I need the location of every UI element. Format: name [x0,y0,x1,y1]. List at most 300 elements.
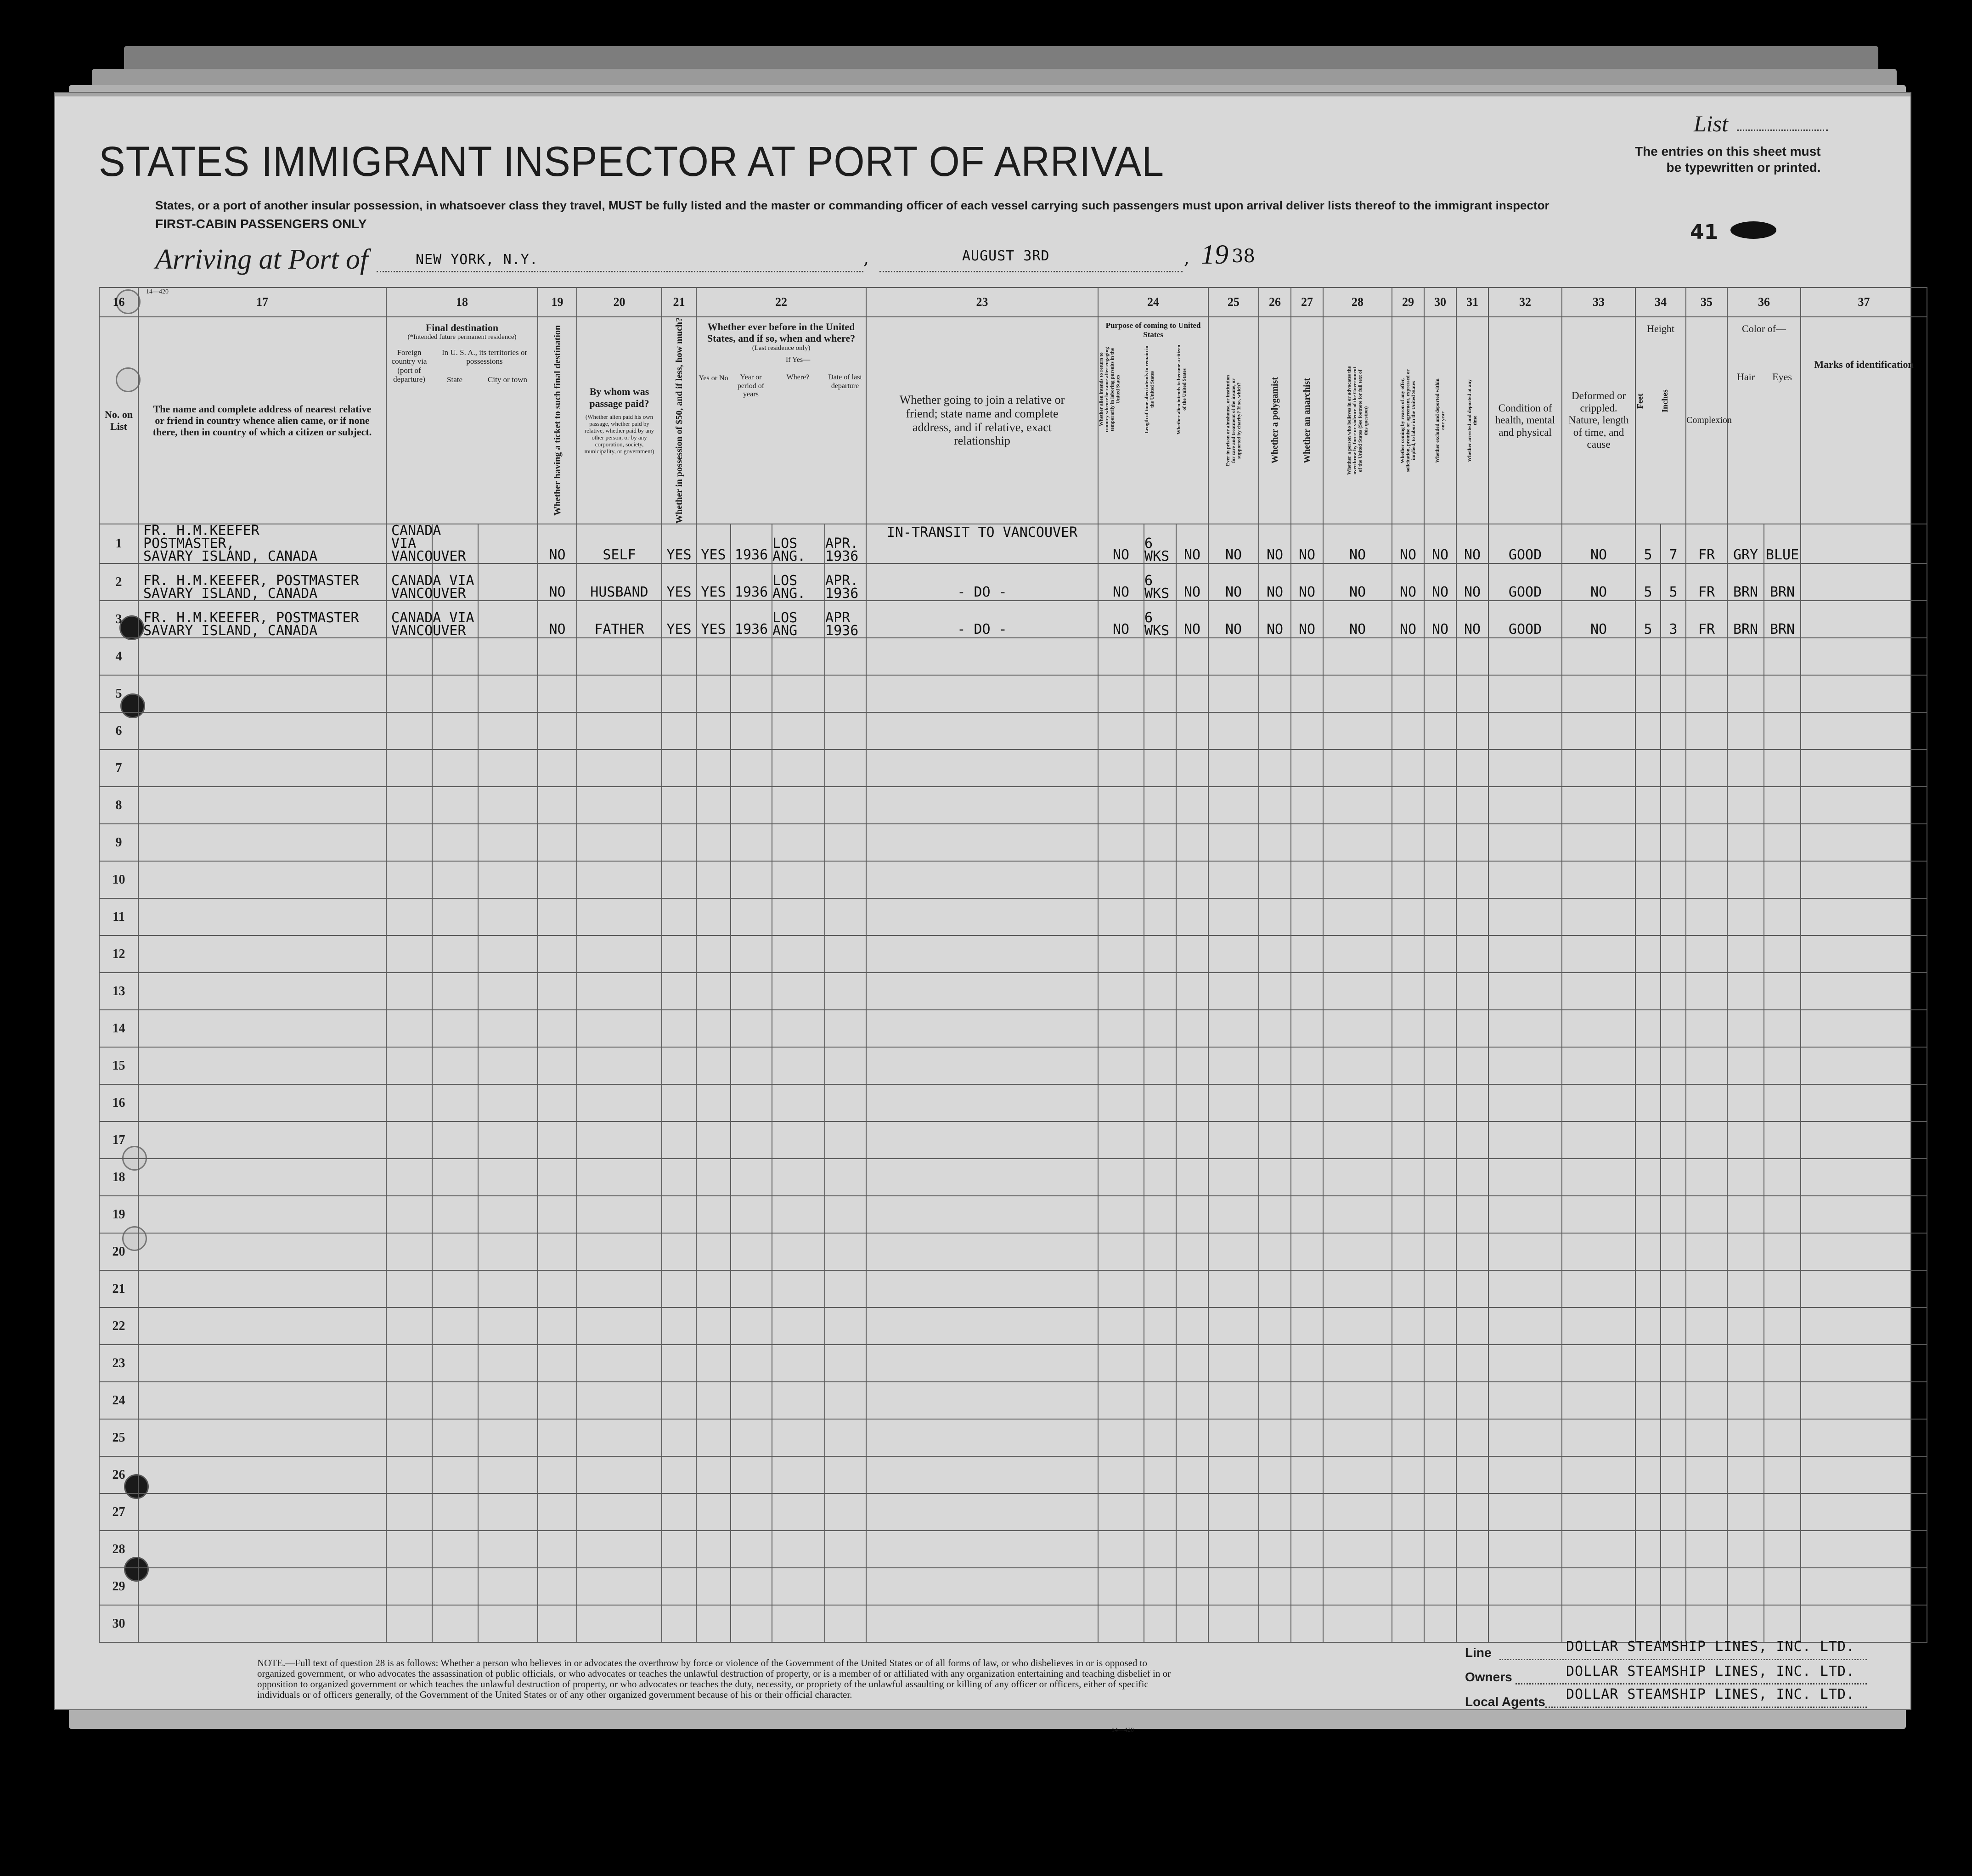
cell-arrested [1456,1196,1488,1233]
cell-health [1488,1345,1562,1382]
cell-joining [866,638,1098,675]
cell-health [1488,898,1562,935]
owners-label: Owners [1465,1670,1512,1684]
cell-arrested [1456,1010,1488,1047]
cell-health [1488,1493,1562,1531]
cell-paid-by [577,1456,662,1493]
cell-feet [1635,861,1661,898]
cell-where [772,601,825,638]
state-subheader: State [447,375,463,384]
cell-departure [825,563,866,601]
cell-length-of-stay [1144,1121,1176,1159]
cell-paid-by [577,1382,662,1419]
cell-empty [478,1196,538,1233]
cell-empty [1801,1159,1927,1196]
cell-complexion [1686,1568,1727,1605]
cell-labor-offer [1392,935,1424,973]
row-number: 9 [99,824,138,861]
cell-before-us [696,1010,731,1047]
cell-empty [1801,1382,1927,1419]
cell-eyes: BLUE [1764,524,1801,563]
cell-anarchist [1291,1270,1323,1307]
row-number: 5 [99,675,138,712]
cell-hair [1727,1493,1764,1531]
cell-joining [866,973,1098,1010]
cell-citizen-intent [1176,898,1208,935]
cell-return-intent [1098,1568,1144,1605]
cell-prison [1208,1084,1259,1121]
cell-health [1488,861,1562,898]
cell-joining [866,1307,1098,1345]
cell-inches [1661,898,1686,935]
cell-ticket [538,973,577,1010]
cell-foreign-country [386,749,432,787]
cell-eyes [1764,1196,1801,1233]
cell-anarchist [1291,1121,1323,1159]
cell-complexion [1686,1270,1727,1307]
cell-labor-offer [1392,1568,1424,1605]
cell-feet [1635,1345,1661,1382]
cell-empty [478,712,538,749]
cell-eyes [1764,898,1801,935]
cell-hair [1727,898,1764,935]
cell-empty [432,712,478,749]
cell-paid-by [577,1084,662,1121]
cell-line: 1936 [825,623,859,639]
cell-labor-offer [1392,1159,1424,1196]
cell-foreign-country [386,1233,432,1270]
cell-empty [432,898,478,935]
cell-citizen-intent [1176,935,1208,973]
cell-empty [478,601,538,638]
cell-departure [825,1307,866,1345]
cell-empty [1801,712,1927,749]
cell-has-50 [662,1196,696,1233]
cell-anarchist [1291,898,1323,935]
cell-arrested [1456,1419,1488,1456]
cell-has-50 [662,787,696,824]
cell-line: CANADA [391,523,441,539]
cell-empty [478,1159,538,1196]
cell-year [731,1233,772,1270]
cell-labor-offer [1392,1233,1424,1270]
cell-length-of-stay [1144,861,1176,898]
cell-paid-by [577,1419,662,1456]
cell-length-of-stay [1144,898,1176,935]
cell-where [772,563,825,601]
cell-year [731,1010,772,1047]
cell-hair [1727,1568,1764,1605]
row-number: 18 [99,1159,138,1196]
table-row [99,1419,1927,1456]
cell-empty [432,787,478,824]
cell-foreign-country [386,1493,432,1531]
cell-hair [1727,1382,1764,1419]
cell-prison: NO [1208,524,1259,563]
header-ticket: Whether having a ticket to such final destination [538,317,577,524]
cell-anarchist [1291,1419,1323,1456]
cell-return-intent [1098,1121,1144,1159]
cell-where [772,1419,825,1456]
cell-q28 [1323,898,1392,935]
cell-joining [866,749,1098,787]
header-passage-paid [577,317,662,524]
cell-labor-offer: NO [1392,601,1424,638]
cell-complexion [1686,1084,1727,1121]
cell-complexion [1686,1233,1727,1270]
header-final-destination [386,317,538,524]
cell-relative [138,898,386,935]
cell-before-us [696,1568,731,1605]
table-row [99,1121,1927,1159]
cell-hair [1727,1345,1764,1382]
cell-has-50: YES [662,524,696,563]
cell-complexion [1686,638,1727,675]
cell-q28 [1323,1419,1392,1456]
header-relative-address: The name and complete address of nearest relative or friend in country whence alien came, or if none there, then in country of which a citizen or subject. [138,317,386,524]
cell-hair [1727,1121,1764,1159]
cell-complexion [1686,712,1727,749]
cell-arrested [1456,1493,1488,1531]
cell-excluded [1424,898,1456,935]
cell-eyes [1764,675,1801,712]
cell-has-50 [662,712,696,749]
cell-labor-offer [1392,1605,1424,1642]
cell-labor-offer: NO [1392,563,1424,601]
cell-where [772,935,825,973]
cell-deformed [1562,749,1635,787]
year-printed: 19 [1201,239,1228,270]
cell-has-50 [662,1047,696,1084]
cell-ticket [538,1345,577,1382]
cell-hair: GRY [1727,524,1764,563]
cell-inches [1661,787,1686,824]
cell-excluded [1424,675,1456,712]
cell-health [1488,1084,1562,1121]
cell-arrested [1456,1159,1488,1196]
cell-prison [1208,1419,1259,1456]
cell-year [731,1084,772,1121]
cell-q28 [1323,638,1392,675]
cell-length-of-stay [1144,638,1176,675]
cell-foreign-country [386,1419,432,1456]
cell-paid-by: HUSBAND [577,563,662,601]
cell-return-intent [1098,1345,1144,1382]
cell-year [731,1419,772,1456]
cell-line: 6 [1144,535,1153,552]
cell-q28 [1323,1531,1392,1568]
cell-joining [866,675,1098,712]
row-number: 22 [99,1307,138,1345]
cell-labor-offer [1392,712,1424,749]
cell-hair [1727,712,1764,749]
passage-paid-label: By whom was passage paid? [589,386,649,409]
cell-polygamist [1259,675,1291,712]
cell-q28: NO [1323,601,1392,638]
citizen-intent-subheader: Whether alien intends to become a citizen of the United States [1176,344,1187,434]
cell-hair [1727,675,1764,712]
cell-excluded [1424,1605,1456,1642]
cell-health [1488,1307,1562,1345]
cell-prison [1208,861,1259,898]
cell-where [772,1307,825,1345]
cell-arrested [1456,1382,1488,1419]
cell-prison [1208,1307,1259,1345]
cell-deformed [1562,1307,1635,1345]
cell-has-50 [662,1605,696,1642]
cell-line: CANADA VIA [391,573,474,589]
cell-paid-by [577,749,662,787]
cell-deformed [1562,1382,1635,1419]
cell-citizen-intent [1176,1605,1208,1642]
cell-length-of-stay [1144,824,1176,861]
cell-prison [1208,1159,1259,1196]
cell-arrested [1456,1084,1488,1121]
cell-hair [1727,824,1764,861]
cell-citizen-intent [1176,749,1208,787]
passage-paid-note: (Whether alien paid his own passage, whether paid by relative, whether paid by any other person, or by any corporation, society, municipality, or government) [584,413,654,455]
cell-length-of-stay [1144,973,1176,1010]
cell-foreign-country [386,1605,432,1642]
cell-health: GOOD [1488,524,1562,563]
port-value: NEW YORK, N.Y. [416,252,538,268]
cell-before-us [696,1270,731,1307]
cell-eyes [1764,1456,1801,1493]
cell-year [731,1568,772,1605]
cell-ticket [538,824,577,861]
cell-before-us [696,898,731,935]
cell-complexion [1686,1493,1727,1531]
cell-deformed [1562,1196,1635,1233]
cell-ticket: NO [538,563,577,601]
cell-eyes [1764,973,1801,1010]
year-subheader: Year or period of years [737,373,765,399]
cell-paid-by [577,1345,662,1382]
cell-empty [432,1010,478,1047]
cell-arrested: NO [1456,563,1488,601]
column-number-25: 25 [1208,287,1259,317]
cell-empty [432,1419,478,1456]
cell-paid-by [577,1196,662,1233]
table-row [99,824,1927,861]
cell-excluded [1424,749,1456,787]
cell-deformed [1562,935,1635,973]
cell-health [1488,1233,1562,1270]
cell-arrested [1456,861,1488,898]
cell-ticket [538,787,577,824]
cell-line: VANCOUVER [391,548,466,565]
cell-anarchist [1291,1382,1323,1419]
table-row [99,524,1927,563]
cell-complexion [1686,1196,1727,1233]
cell-empty [432,675,478,712]
cell-relative [138,1605,386,1642]
cell-length-of-stay [1144,1493,1176,1531]
cell-paid-by [577,712,662,749]
cell-joining [866,898,1098,935]
cell-before-us [696,1196,731,1233]
cell-return-intent [1098,861,1144,898]
cell-length-of-stay [1144,935,1176,973]
cell-arrested [1456,1345,1488,1382]
form-title: STATES IMMIGRANT INSPECTOR AT PORT OF ARRIVAL [99,138,1165,185]
cell-feet [1635,1605,1661,1642]
cell-health: GOOD [1488,563,1562,601]
cell-anarchist [1291,1345,1323,1382]
cell-health [1488,1419,1562,1456]
cell-eyes [1764,935,1801,973]
cell-ticket [538,1159,577,1196]
cell-feet [1635,824,1661,861]
cell-ticket [538,1270,577,1307]
cell-eyes: BRN [1764,601,1801,638]
cell-where [772,1121,825,1159]
cell-prison [1208,1233,1259,1270]
local-agents-value: DOLLAR STEAMSHIP LINES, INC. LTD. [1566,1686,1855,1702]
cell-return-intent [1098,675,1144,712]
table-row [99,563,1927,601]
cell-before-us [696,1419,731,1456]
cell-feet [1635,787,1661,824]
row-number: 23 [99,1345,138,1382]
cell-length-of-stay [1144,563,1176,601]
cell-year [731,1196,772,1233]
cell-relative [138,638,386,675]
cell-eyes [1764,1047,1801,1084]
cell-polygamist [1259,638,1291,675]
cell-before-us [696,1531,731,1568]
cell-empty [478,1084,538,1121]
header-labor-offer: Whether coming by reason of any offer, solicitation, promise or agreement, expressed or implied, to labor in the United States [1392,317,1424,524]
cell-length-of-stay [1144,524,1176,563]
cell-empty [1801,675,1927,712]
cell-arrested [1456,1568,1488,1605]
cell-line: FR. H.M.KEEFER [143,523,259,539]
cell-joining: - DO - [866,601,1098,638]
cell-excluded [1424,1382,1456,1419]
cell-citizen-intent [1176,1568,1208,1605]
cell-inches [1661,1307,1686,1345]
cell-arrested [1456,1047,1488,1084]
cell-q28: NO [1323,524,1392,563]
row-number: 24 [99,1382,138,1419]
cell-excluded [1424,935,1456,973]
cell-relative [138,1196,386,1233]
header-health: Condition of health, mental and physical [1488,317,1562,524]
cell-joining [866,1568,1098,1605]
cell-health [1488,1531,1562,1568]
cell-relative [138,1233,386,1270]
line-value: DOLLAR STEAMSHIP LINES, INC. LTD. [1566,1639,1855,1655]
cell-feet [1635,1270,1661,1307]
cell-prison [1208,898,1259,935]
cell-eyes [1764,1233,1801,1270]
cell-q28 [1323,749,1392,787]
cell-departure [825,1568,866,1605]
cell-excluded [1424,1456,1456,1493]
cell-eyes [1764,1010,1801,1047]
cell-prison [1208,712,1259,749]
page-number: 41 [1690,220,1718,244]
date-line [879,271,1183,272]
cell-where [772,1456,825,1493]
cell-complexion [1686,787,1727,824]
cell-has-50 [662,1121,696,1159]
cell-year [731,638,772,675]
cell-deformed [1562,1233,1635,1270]
header-purpose [1098,317,1208,524]
cell-excluded [1424,1419,1456,1456]
cell-deformed [1562,861,1635,898]
cell-deformed [1562,787,1635,824]
cell-arrested [1456,1121,1488,1159]
cell-hair [1727,1196,1764,1233]
cell-polygamist [1259,1270,1291,1307]
cell-polygamist [1259,1419,1291,1456]
cell-return-intent [1098,1456,1144,1493]
cell-return-intent [1098,1196,1144,1233]
cell-ticket [538,1121,577,1159]
cell-relative [138,861,386,898]
cell-joining [866,1419,1098,1456]
cell-labor-offer [1392,787,1424,824]
cell-empty [478,563,538,601]
cell-eyes [1764,1270,1801,1307]
cell-ticket [538,712,577,749]
table-row [99,935,1927,973]
cell-complexion [1686,1159,1727,1196]
cell-inches [1661,1456,1686,1493]
passenger-manifest-table [99,287,1927,1643]
cell-empty [432,1531,478,1568]
cell-polygamist [1259,861,1291,898]
cell-complexion [1686,1047,1727,1084]
cell-hair [1727,935,1764,973]
row-number: 20 [99,1233,138,1270]
header-arrested: Whether arrested and deported at any time [1456,317,1488,524]
cell-before-us [696,675,731,712]
cell-arrested [1456,712,1488,749]
row-number: 27 [99,1493,138,1531]
cell-empty [478,1121,538,1159]
cell-empty [1801,1345,1927,1382]
cell-return-intent [1098,1493,1144,1531]
cell-empty [432,1568,478,1605]
cell-where [772,1382,825,1419]
cell-arrested: NO [1456,524,1488,563]
cell-deformed: NO [1562,524,1635,563]
cell-paid-by [577,1010,662,1047]
cell-labor-offer [1392,1419,1424,1456]
cell-polygamist [1259,1010,1291,1047]
cell-eyes: BRN [1764,563,1801,601]
entries-note-line-2: be typewritten or printed. [1666,160,1821,175]
cell-deformed: NO [1562,563,1635,601]
cell-q28 [1323,1196,1392,1233]
cell-foreign-country [386,601,474,639]
cell-has-50 [662,1084,696,1121]
cell-before-us [696,1159,731,1196]
cell-has-50 [662,1456,696,1493]
cell-polygamist [1259,749,1291,787]
cell-hair [1727,1159,1764,1196]
cell-excluded [1424,824,1456,861]
cell-anarchist [1291,861,1323,898]
cell-joining [866,1456,1098,1493]
cell-line: SAVARY ISLAND, CANADA [143,548,318,565]
cell-prison [1208,1531,1259,1568]
cell-length-of-stay [1144,1419,1176,1456]
